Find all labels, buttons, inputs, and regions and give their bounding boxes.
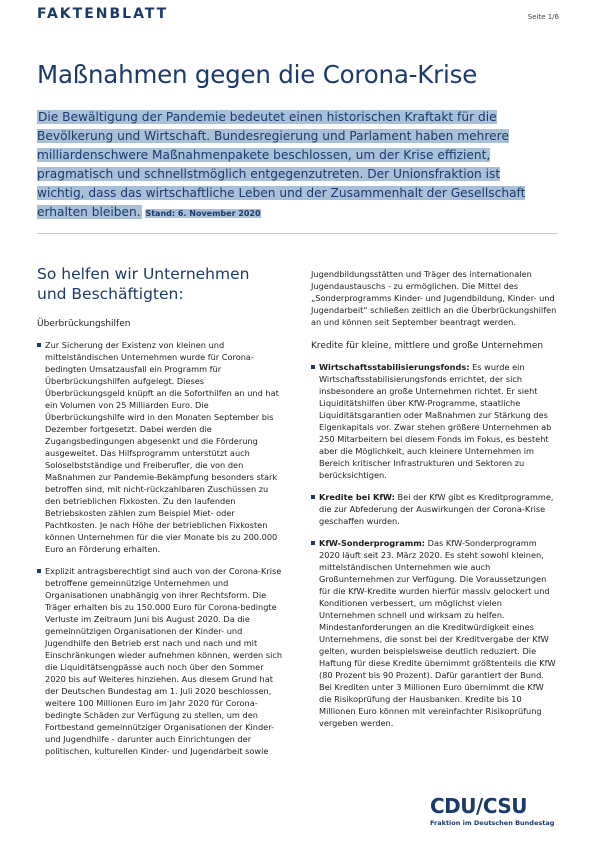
bullet-kfw-special: [311, 537, 557, 729]
section-title: [37, 264, 285, 304]
party-logo: [430, 795, 560, 835]
text-kfw-credits: Bei der KfW gibt es Kreditprogramme, die zur Abfederung der Auswirkungen der Corona-Krise geschaffen wurden.: [319, 492, 554, 526]
divider: [37, 233, 558, 234]
section-title-line1: So helfen wir Unternehmen: [37, 265, 250, 283]
page-number: Seite 1/6: [527, 13, 559, 21]
right-column: [311, 268, 557, 739]
text-stabilization-fund: Es wurde ein Wirtschaftsstabilisierungsfonds errichtet, der sich insbesondere an große Unternehmen richtet. Er sieht Liquiditätshilfen über KfW-Programme, staatliche Liquiditätsgarantien oder Maßnahmen zur Stärkung des Eigenkapitals vor. Zwar stehen größere Unternehmen ab 250 Mitarbeitern bei diesem Fonds im Fokus, es besteht aber die Möglichkeit, auch kleinere Unternehmen im Bereich kritischer Infrastrukturen und Sektoren zu berücksichtigen.: [319, 362, 552, 480]
date-stamp: Stand: 6. November 2020: [145, 209, 261, 218]
section-title-line2: und Beschäftigten:: [37, 285, 184, 303]
term-kfw-special: KfW-Sonderprogramm:: [319, 538, 426, 548]
logo-wordmark: CDU/CSU: [430, 794, 528, 818]
term-stabilization-fund: Wirtschaftsstabilisierungsfonds:: [319, 362, 470, 372]
bullet-nonprofits: Explizit antragsberechtigt sind auch von der Corona-Krise betroffene gemeinnützige Unternehmen und Organisationen unabhängig von ihrer Rechtsform. Die Träger erhalten bis zu 150.000 Euro für Corona-bedingte Verluste im Zeitraum Juni bis August 2020. Da die gemeinnützigen Organisationen der Kinder- und Jugendhilfe den Betrieb erst nach und nach und mit Einschränkungen wieder aufnehmen können, werden sich die Liquiditätsengpässe auch noch über den Sommer 2020 bis auf Weiteres hinziehen. Aus diesem Grund hat der Deutschen Bundestag am 1. Juli 2020 beschlossen, weitere 100 Millionen Euro im Jahr 2020 für Corona-bedingte Schäden zur Verfügung zu stellen, um den Fortbestand gemeinnütziger Organisationen der Kinder- und Jugendhilfe - darunter auch Einrichtungen der politischen, kulturellen Kinder- und Jugendarbeit sowie: [37, 565, 285, 757]
intro-text: Die Bewältigung der Pandemie bedeutet einen historischen Kraftakt für die Bevölkerung und Wirtschaft. Bundesregierung und Parlament haben mehrere milliardenschwere Maßnahmenpakete beschlossen, um der Krise effizient, pragmatisch und schnellstmöglich entgegenzutreten. Der Unionsfraktion ist wichtig, dass das wirtschaftliche Leben und der Zusammenhalt der Gesellschaft erhalten bleiben.: [37, 110, 526, 219]
sub-heading-credits: Kredite für kleine, mittlere und große Unternehmen: [311, 341, 544, 351]
bullet-stabilization-fund: [311, 361, 557, 481]
logo-subtitle: Fraktion im Deutschen Bundestag: [430, 819, 555, 827]
text-kfw-special: Das KfW-Sonderprogramm 2020 läuft seit 23. März 2020. Es steht sowohl kleinen, mittelständischen Unternehmen wie auch Großunternehmen zur Verfügung. Die Voraussetzungen für die KfW-Kredite wurden hierfür massiv gelockert und Konditionen verbessert, um möglichst vielen Unternehmen schnell und wirksam zu helfen. Mindestanforderungen an die Kreditwürdigkeit eines Unternehmens, die sonst bei der Kreditvergabe der KfW gelten, wurden beispielsweise deutlich reduziert. Die Haftung für diese Kredite übernimmt größtenteils die KfW (80 Prozent bis 90 Prozent). Dafür garantiert der Bund. Bei Krediten unter 3 Millionen Euro übernimmt die KfW die Risikoprüfung der Hausbanken. Kredite bis 10 Millionen Euro können mit vereinfachter Risikoprüfung vergeben werden.: [319, 538, 556, 728]
document-type-label: FAKTENBLATT: [37, 6, 169, 22]
sub-heading-bridging-aid: Überbrückungshilfen: [37, 319, 131, 329]
bullet-bridging-aid: Zur Sicherung der Existenz von kleinen und mittelständischen Unternehmen wurde für Corona-bedingten Umsatzausfall ein Programm für Überbrückungshilfen aufgelegt. Dieses Überbrückungsgeld knüpft an die Soforthilfen an und hat ein Volumen von 25 Milliarden Euro. Die Überbrückungshilfe wird in den Monaten September bis Dezember fortgesetzt. Dabei werden die Zugangsbedingungen abgesenkt und die Förderung ausgeweitet. Das Hilfsprogramm unterstützt auch Soloselbstständige und Freiberufler, die von den Maßnahmen zur Pandemie-Bekämpfung besonders stark betroffen sind, mit nicht-rückzahlbaren Zuschüssen zu den betrieblichen Fixkosten. Zu den laufenden Betriebskosten zählen zum Beispiel Miet- oder Pachtkosten. Je nach Höhe der betrieblichen Fixkosten können Unternehmen für die vier Monate bis zu 200.000 Euro an Förderung erhalten.: [37, 339, 285, 555]
page-title: Maßnahmen gegen die Corona-Krise: [37, 60, 478, 89]
bullet-kfw-credits: [311, 491, 557, 527]
term-kfw-credits: Kredite bei KfW:: [319, 492, 395, 502]
left-column: [37, 264, 285, 767]
continuation-paragraph: Jugendbildungsstätten und Träger des internationalen Jugendaustauschs - zu ermöglichen. Die Mittel des „Sonderprogramms Kinder- und Jugendbildung, Kinder- und Jugendarbeit“ schließen zeitlich an die Überbrückungshilfen an und können seit September beantragt werden.: [311, 269, 557, 327]
intro-paragraph: [37, 108, 547, 223]
